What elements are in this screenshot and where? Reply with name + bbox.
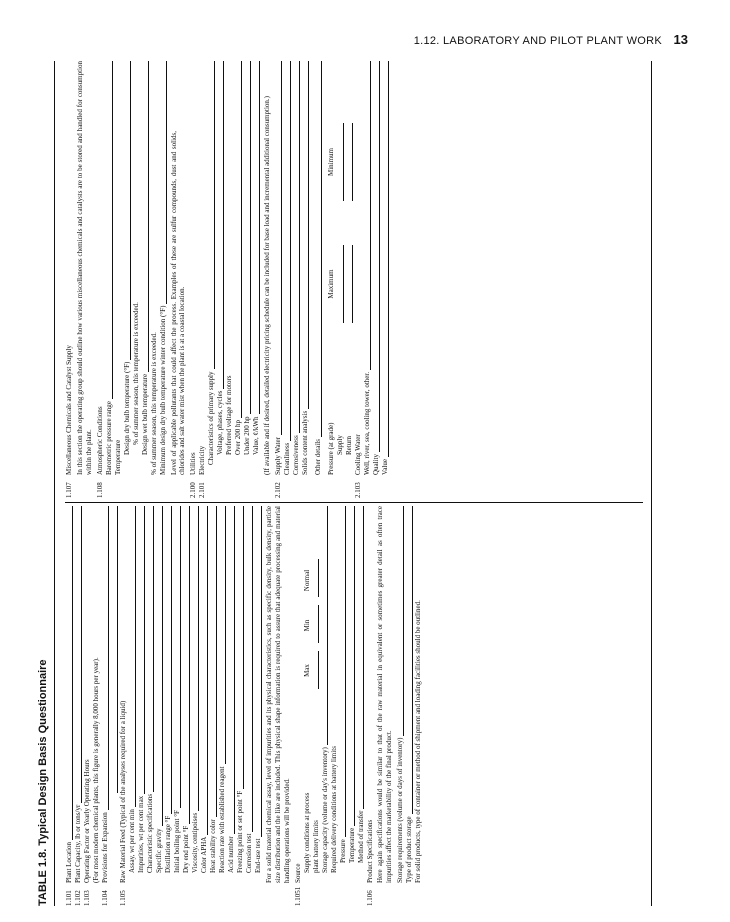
- answer-line: [162, 506, 163, 826]
- feed-item-row: [191, 506, 200, 906]
- supply-row: [336, 61, 345, 498]
- solid-paragraph: For a solid material chemical assay, level of impurities and its physical characteristics, such as specific density, bulk density, particle size distribution and the like are included. This physical shape information is required to assure that adequate processing and material handling operations will be provided.: [265, 506, 291, 883]
- value-kwh-row: [252, 61, 261, 498]
- answer-line: [135, 506, 136, 807]
- feed-item-label: Distillation range °F: [164, 815, 173, 873]
- over200-label: Over 200 hp: [234, 420, 243, 455]
- item-label: Raw Material Feed (Typical of the analyses required for a liquid): [119, 700, 128, 883]
- answer-line: [281, 61, 282, 435]
- well-river-row: [363, 61, 372, 498]
- answer-line: [250, 61, 251, 415]
- answer-line: [130, 61, 131, 360]
- design-dry-label: Design dry bulb temperature (°F): [122, 361, 131, 455]
- value-row: [381, 61, 390, 498]
- item-label: Miscellaneous Chemicals and Catalyst Supply: [65, 345, 74, 475]
- cleanliness-row: [283, 61, 292, 498]
- item-label: Supply Water: [274, 437, 282, 475]
- method-transfer-row: [356, 506, 365, 906]
- answer-line: [261, 506, 262, 837]
- answer-line: [321, 61, 322, 437]
- type-storage-row: [405, 506, 414, 906]
- feed-item-row: [155, 506, 164, 906]
- answer-line: [370, 61, 371, 370]
- item-2103: [354, 61, 363, 498]
- over200-row: [234, 61, 243, 498]
- item-number: 1.101: [65, 890, 74, 906]
- right-column: [65, 61, 390, 498]
- other-details-row: [314, 61, 323, 498]
- answer-line: [144, 506, 145, 794]
- answer-line: [352, 123, 353, 201]
- pct-summer-2-row: [150, 61, 159, 498]
- feed-item-row: [146, 506, 155, 906]
- answer-line: [72, 506, 73, 840]
- plant-battery-label: plant battery limits: [311, 820, 320, 873]
- answer-line: [318, 605, 319, 643]
- item-1106: [365, 506, 374, 906]
- table-title: TABLE 1.8. Typical Design Basis Questionnaire: [37, 659, 49, 906]
- type-storage-label: Type of product storage: [405, 816, 413, 883]
- feed-item-label: Reaction rate with established reagent: [218, 766, 227, 873]
- supply-label: Supply: [336, 435, 344, 455]
- feed-item-row: [254, 506, 263, 906]
- design-wet-label: Design wet bulb temperature: [140, 373, 149, 455]
- under200-row: [243, 61, 252, 498]
- running-title: 1.12. LABORATORY AND PILOT PLANT WORK: [413, 35, 662, 47]
- answer-line: [108, 506, 109, 810]
- answer-line: [81, 506, 82, 803]
- item-number: 1.105: [119, 890, 128, 906]
- value-label: Value: [381, 459, 389, 475]
- design-wet-row: [141, 61, 150, 498]
- item-1051: [293, 506, 302, 906]
- answer-line: [354, 506, 355, 826]
- answer-line: [234, 506, 235, 834]
- item-label: Utilities: [189, 452, 198, 475]
- item-note: (For most modern chemical plants, this figure is generally 8,000 hours per year).: [92, 657, 101, 883]
- item-label: Cooling Water: [354, 434, 362, 475]
- answer-line: [180, 506, 181, 808]
- feed-item-label: Impurities, wt per cent max: [137, 795, 146, 873]
- item-label: Source: [293, 863, 302, 883]
- rotated-table-frame: [37, 61, 653, 906]
- item-1101: [65, 506, 74, 906]
- answer-line: [225, 506, 226, 764]
- answer-line: [216, 506, 217, 817]
- method-transfer-label: Method of transfer: [356, 810, 365, 863]
- feed-item-row: [218, 506, 227, 906]
- char-primary-label: Characteristics of primary supply: [207, 371, 216, 465]
- feed-item-label: Initial boiling point °F: [173, 810, 182, 873]
- temperature-label: Temperature: [113, 439, 122, 475]
- feed-item-label: Assay, wt per cent min: [128, 809, 137, 873]
- answer-line: [412, 506, 413, 814]
- pressure-row: [338, 506, 347, 906]
- pct-summer-2-label: % of summer season, this temperature is exceeded.: [149, 332, 158, 475]
- misc-paragraph: In this section the operating group should outline how various miscellaneous chemicals and catalysts are to be stored and handled for consumption within the plant.: [76, 61, 93, 475]
- required-delivery-label: Required delivery conditions at battery limits: [329, 746, 338, 873]
- item-label: Electricity: [198, 445, 207, 475]
- temperature-row: [347, 506, 356, 906]
- answer-line: [343, 123, 344, 201]
- item-2100: [189, 61, 198, 498]
- feed-item-label: Heat stability color: [209, 819, 218, 873]
- return-row: [345, 61, 354, 498]
- page-number: 13: [673, 32, 688, 47]
- answer-line: [308, 61, 309, 409]
- solids-row: [301, 61, 310, 498]
- item-number: 2.102: [274, 482, 282, 498]
- temperature-row: [114, 61, 123, 498]
- feed-item-row: [227, 506, 236, 906]
- item-2101: [198, 61, 207, 498]
- answer-line: [318, 559, 319, 597]
- item-number: 1.102: [74, 890, 83, 906]
- under200-label: Under 200 hp: [243, 416, 252, 455]
- feed-item-row: [137, 506, 146, 906]
- answer-line: [241, 61, 242, 418]
- min-design-dry-row: [159, 61, 168, 498]
- required-delivery-row: [329, 506, 338, 906]
- col-min: Min: [302, 619, 311, 632]
- item-1102: [74, 506, 83, 906]
- answer-line: [343, 245, 344, 323]
- min-design-dry-label: Minimum design dry bulb temperature winter condition (°F): [158, 305, 167, 475]
- answer-line: [388, 61, 389, 457]
- answer-line: [189, 506, 190, 824]
- feed-item-label: Color APHA: [200, 836, 209, 873]
- item-1105: [119, 506, 128, 906]
- feed-item-label: Corrosion test: [245, 833, 254, 873]
- item-label: Plant Capacity, lb or tons/yr: [74, 804, 83, 883]
- item-number: 1.103: [83, 890, 92, 906]
- barometric-label: Barometric pressure range: [104, 401, 113, 475]
- item-label: Atmospheric Conditions: [95, 406, 104, 475]
- feed-item-label: End-use test: [254, 838, 263, 873]
- answer-line: [252, 506, 253, 832]
- item-1104: [101, 506, 110, 906]
- answer-line: [243, 506, 244, 789]
- page-header: [0, 0, 730, 60]
- pollutants-paragraph: Level of applicable pollutants that could affect the process. Examples of these are sulfur compounds, dust and solids, chlorides and salt water mist when the plant is at a coastal location.: [169, 131, 187, 475]
- answer-line: [171, 506, 172, 814]
- feed-item-row: [182, 506, 191, 906]
- feed-items-list: [128, 506, 263, 906]
- feed-item-row: [236, 506, 245, 906]
- item-label: Product Specifications: [365, 819, 374, 883]
- well-river-label: Well, river, sea, cooling tower, other.: [363, 371, 371, 475]
- col-max: Max: [302, 664, 311, 677]
- temperature-label: Temperature: [347, 827, 356, 863]
- answer-line: [198, 506, 199, 811]
- quality-label: Quality: [372, 454, 380, 475]
- left-column: [65, 506, 425, 906]
- pct-summer-1-label: % of summer season, this temperature is exceeded.: [131, 302, 140, 445]
- feed-item-label: Acid number: [227, 836, 236, 873]
- corrosiveness-label: Corrosiveness: [292, 435, 300, 475]
- column-divider: [65, 502, 643, 503]
- answer-line: [318, 651, 319, 689]
- value-kwh-label: Value, ¢/kWh: [252, 416, 261, 455]
- return-label: Return: [345, 435, 353, 455]
- item-label: Plant Location: [65, 841, 74, 883]
- answer-line: [403, 506, 404, 736]
- answer-line: [363, 506, 364, 809]
- feed-item-row: [209, 506, 218, 906]
- pref-voltage-label: Preferred voltage for motors: [225, 375, 234, 455]
- answer-line: [345, 506, 346, 837]
- supply-conditions-label: Supply conditions at process: [302, 792, 311, 873]
- item-number: 2.101: [198, 482, 207, 498]
- pref-voltage-row: [225, 61, 234, 498]
- pressure-grade-label: Pressure (at grade): [327, 422, 335, 475]
- rotated-table: [37, 61, 653, 906]
- char-primary-row: [207, 61, 216, 498]
- item-1104-extra-line: [110, 506, 119, 906]
- answer-line: [153, 506, 154, 792]
- feed-item-label: Freezing point or set point °F: [236, 790, 245, 873]
- pressure-grade-row: [327, 61, 336, 498]
- item-number: 2.103: [354, 482, 362, 498]
- pct-summer-1-row: [132, 61, 141, 498]
- feed-item-label: Specific gravity: [155, 828, 164, 873]
- plant-battery-row: [311, 506, 320, 906]
- feed-item-row: [173, 506, 182, 906]
- answer-line: [148, 61, 149, 372]
- feed-item-row: [200, 506, 209, 906]
- solids-label: Solids content analysis: [301, 410, 309, 475]
- item-number: 1.104: [101, 890, 110, 906]
- electricity-note: (If available and if desired, detailed electricity pricing schedule can be included for base load and incremental additional consumption.): [263, 95, 271, 475]
- answer-line: [379, 61, 380, 452]
- item-number: 1.106: [365, 890, 374, 906]
- item-1103-note: [92, 506, 101, 906]
- solid-products-paragraph: For solid products, type of container or method of shipment and loading facilities should be outlined.: [413, 600, 422, 883]
- answer-line: [290, 61, 291, 441]
- answer-line: [166, 61, 167, 304]
- storage-requirements-row: [396, 506, 405, 906]
- feed-item-label: Viscosity, centipoises: [191, 812, 200, 873]
- top-rule: [54, 61, 55, 906]
- feed-item-row: [164, 506, 173, 906]
- item-number: 1.1051: [293, 886, 302, 906]
- answer-line: [352, 245, 353, 323]
- feed-item-row: [128, 506, 137, 906]
- answer-line: [117, 506, 118, 793]
- item-1107: [65, 61, 74, 498]
- answer-line: [214, 61, 215, 369]
- item-number: 1.108: [95, 482, 104, 498]
- voltage-label: Voltage, phases, cycles: [216, 390, 225, 455]
- other-details-label: Other details: [314, 439, 322, 475]
- quality-row: [372, 61, 381, 498]
- col-minimum: Minimum: [327, 148, 335, 177]
- answer-line: [112, 61, 113, 399]
- col-normal: Normal: [302, 569, 311, 592]
- item-1108: [96, 61, 105, 498]
- feed-item-label: Characteristic specifications: [146, 793, 155, 873]
- item-1103: [83, 506, 92, 906]
- answer-line: [259, 61, 260, 415]
- answer-line: [299, 61, 300, 433]
- feed-item-label: Dry end point °F: [182, 825, 191, 873]
- answer-line: [207, 506, 208, 835]
- cleanliness-label: Cleanliness: [283, 442, 291, 475]
- storage-capacity-label: Storage capacity (volume or day's inventory): [320, 747, 329, 873]
- item-number: 1.107: [65, 482, 74, 498]
- item-2102: [274, 61, 283, 498]
- item-number: 2.100: [189, 482, 198, 498]
- corrosiveness-row: [292, 61, 301, 498]
- bottom-rule: [651, 61, 652, 906]
- storage-requirements-label: Storage requirements (volume or days of inventory): [396, 737, 404, 883]
- answer-line: [327, 506, 328, 745]
- max-min-normal-header: [303, 558, 312, 693]
- design-dry-row: [123, 61, 132, 498]
- storage-capacity-row: [320, 506, 329, 906]
- supply-conditions-row: [302, 506, 311, 906]
- col-maximum: Maximum: [327, 269, 335, 299]
- barometric-row: [105, 61, 114, 498]
- pressure-label: Pressure: [338, 839, 347, 863]
- voltage-row: [216, 61, 225, 498]
- item-label: Provisions for Expansion: [101, 812, 110, 883]
- answer-line: [223, 61, 224, 389]
- product-paragraph: Here again specifications would be similar to that of the raw material in equivalent or sometimes greater detail as often trace impurities affect the marketability of the final product.: [376, 506, 393, 883]
- item-label: Operating Factor or Yearly Operating Hours: [83, 759, 92, 883]
- feed-item-row: [245, 506, 254, 906]
